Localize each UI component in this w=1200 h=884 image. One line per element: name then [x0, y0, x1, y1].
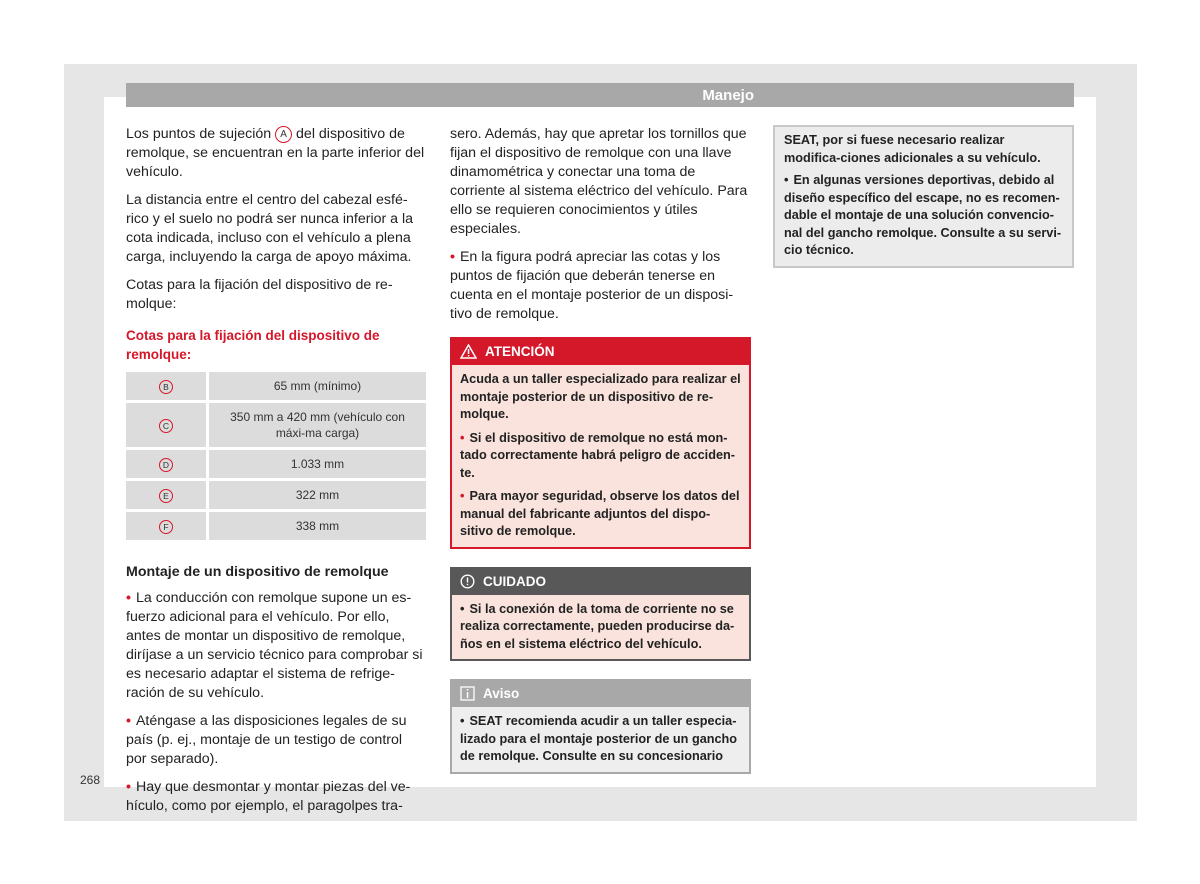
table-row [126, 403, 426, 447]
paragraph-dimensions: Cotas para la fijación del dispositivo de re-molque: [126, 277, 393, 312]
list-item: • La conducción con remolque supone un es-fuerzo adicional para el vehículo. Por ello, antes de montar un dispositivo de remolque, diríjase a un servicio técnico para comprobar si es necesario adaptar el sistema de refrige-ración de su vehículo. [126, 589, 426, 703]
table-cell-key [126, 372, 209, 400]
header-bar [126, 83, 1074, 107]
info-icon [460, 686, 475, 701]
table-cell-key [126, 512, 209, 540]
caution-label: CUIDADO [483, 573, 546, 589]
section-title: Manejo [702, 87, 754, 104]
caution-body [452, 595, 749, 660]
notice-continuation-text: SEAT, por si fuese necesario realizar modifica-ciones adicionales a su vehículo. [784, 133, 1041, 165]
table-row [126, 450, 426, 478]
table-cell-value: 65 mm (mínimo) [209, 372, 426, 400]
notice-body [452, 707, 749, 772]
notice-continuation-box [773, 125, 1074, 268]
notice-header [452, 681, 749, 707]
marker-b-icon: B [159, 380, 173, 394]
notice-label: Aviso [483, 686, 520, 701]
table-cell-value: 1.033 mm [209, 450, 426, 478]
text: del dispositivo de remolque, se encuentran en la parte inferior del vehículo. [126, 126, 425, 180]
list-item: • SEAT recomienda acudir a un taller especia-lizado para el montaje posterior de un gancho de remolque. Consulte en su concesionario [460, 713, 741, 766]
attention-intro: Acuda a un taller especializado para realizar el montaje posterior de un dispositivo de re-molque. [460, 372, 741, 421]
paragraph-mounting-points [126, 125, 426, 182]
table-cell-key [126, 403, 209, 447]
list-item: • Hay que desmontar y montar piezas del ve-hículo, como por ejemplo, el paragolpes tra- [126, 778, 426, 816]
notice-box [450, 679, 751, 774]
marker-a-icon: A [275, 126, 292, 143]
column-middle [450, 125, 751, 792]
table-cell-key [126, 450, 209, 478]
list-item: • Si el dispositivo de remolque no está mon-tado correctamente habrá peligro de acciden-te. [460, 430, 741, 483]
page-number: 268 [80, 773, 101, 787]
attention-body [452, 365, 749, 547]
caution-box [450, 567, 751, 662]
list-item: • En algunas versiones deportivas, debido al diseño específico del escape, no es recomen-dable el montaje de una solución convencio-nal del gancho remolque. Consulte a su servi-cio técnico. [784, 172, 1063, 260]
attention-header [452, 339, 749, 365]
list-item: • En la figura podrá apreciar las cotas y los puntos de fijación que deberán tenerse en cuenta en el montaje posterior de un disposi-tivo de remolque. [450, 248, 751, 324]
table-cell-key [126, 481, 209, 509]
warning-triangle-icon [460, 344, 477, 359]
dimensions-table [126, 369, 426, 543]
table-row [126, 372, 426, 400]
section-heading: Montaje de un dispositivo de remolque [126, 564, 389, 580]
column-left [126, 125, 426, 825]
column-right [773, 125, 1074, 268]
table-cell-value: 322 mm [209, 481, 426, 509]
marker-d-icon: D [159, 458, 173, 472]
table-cell-value: 338 mm [209, 512, 426, 540]
paragraph-distance: La distancia entre el centro del cabezal esfé-rico y el suelo no podrá ser nunca inferior a la cota indicada, incluso con el vehículo a plena carga, incluyendo la carga de apoyo máxima. [126, 192, 414, 265]
caution-header [452, 569, 749, 595]
table-cell-value: 350 mm a 420 mm (vehículo con máxi-ma carga) [209, 403, 426, 447]
paragraph-continuation: sero. Además, hay que apretar los tornillos que fijan el dispositivo de remolque con una llave dinamométrica y conectar una toma de corriente al sistema eléctrico del vehículo. Para ello se requieren conocimientos y útiles especiales. [450, 126, 748, 237]
marker-f-icon: F [159, 520, 173, 534]
attention-box [450, 337, 751, 549]
list-item: • Si la conexión de la toma de corriente no se realiza correctamente, pueden producirse da-ños en el sistema eléctrico del vehículo. [460, 601, 741, 654]
list-item: • Aténgase a las disposiciones legales de su país (p. ej., montaje de un testigo de control por separado). [126, 712, 426, 769]
marker-c-icon: C [159, 419, 173, 433]
table-row [126, 512, 426, 540]
exclamation-circle-icon [460, 574, 475, 589]
marker-e-icon: E [159, 489, 173, 503]
table-row [126, 481, 426, 509]
list-item: • Para mayor seguridad, observe los datos del manual del fabricante adjuntos del dispo-sitivo de remolque. [460, 488, 741, 541]
attention-label: ATENCIÓN [485, 344, 555, 359]
table-title: Cotas para la fijación del dispositivo de remolque: [126, 328, 380, 362]
text: Los puntos de sujeción [126, 126, 272, 142]
